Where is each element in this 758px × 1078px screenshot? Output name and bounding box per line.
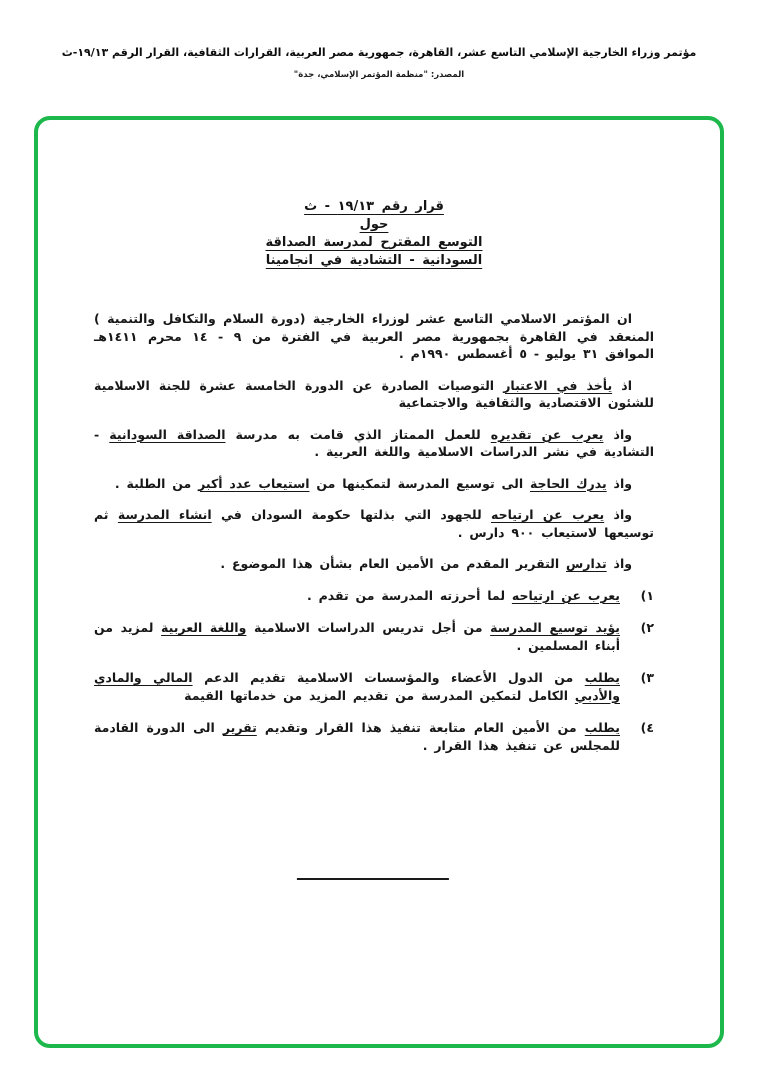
text-segment: من أجل تدريس الدراسات الاسلامية xyxy=(246,620,491,635)
underlined-phrase: استيعاب عدد أكبر xyxy=(198,475,310,491)
resolution-body xyxy=(94,310,654,754)
underlined-phrase: يعرب عن تقديره xyxy=(490,426,604,442)
text-segment: اذ xyxy=(612,377,632,393)
document-page xyxy=(38,120,720,1044)
operative-item xyxy=(94,587,654,605)
preamble xyxy=(94,310,654,573)
text-segment: - التشادية في نشر الدراسات الاسلامية واللغة العربية . xyxy=(94,426,654,459)
preamble-paragraph xyxy=(94,555,654,573)
text-segment: من الدول الأعضاء والمؤسسات الاسلامية تقديم الدعم xyxy=(192,670,585,685)
text-segment: للجهود التي بذلتها حكومة السودان في xyxy=(211,507,492,522)
header-citation-line: مؤتمر وزراء الخارجية الإسلامي التاسع عشر، القاهرة، جمهورية مصر العربية، القرارات الثقافية، القرار الرقم ١٩/١٣-ث xyxy=(61,46,697,59)
text-segment: لما أحرزته المدرسة من تقدم . xyxy=(306,587,512,603)
header-source-line: المصدر: "منظمة المؤتمر الإسلامي، جدة" xyxy=(293,70,465,80)
text-segment: من الأمين العام متابعة تنفيذ هذا القرار وتقديم xyxy=(256,720,585,735)
underlined-phrase: واللغة العربية xyxy=(161,620,247,635)
operative-items xyxy=(94,587,654,755)
text-segment: التوصيات الصادرة عن الدورة الخامسة عشرة للجنة الاسلامية للشئون الاقتصادية والثقافية والاجتماعية xyxy=(94,377,654,410)
underlined-phrase: يعرب عن ارتياحه xyxy=(511,587,620,603)
signature-line xyxy=(297,878,449,880)
item-number: ٣) xyxy=(640,670,654,685)
underlined-phrase: انشاء المدرسة xyxy=(117,507,212,522)
document-header xyxy=(30,46,728,80)
title-about-word: حول xyxy=(359,217,389,232)
underlined-phrase: تقرير xyxy=(222,720,257,735)
item-number: ٢) xyxy=(640,620,654,635)
underlined-phrase: الصداقة السودانية xyxy=(109,426,226,442)
operative-item xyxy=(94,619,654,654)
title-subject-line-1: التوسع المقترح لمدرسة الصداقة xyxy=(265,235,483,250)
operative-item xyxy=(94,669,654,704)
underlined-phrase: يؤيد توسيع المدرسة xyxy=(490,620,620,635)
text-segment: للعمل الممتاز الذي قامت به مدرسة xyxy=(225,426,491,442)
preamble-paragraph xyxy=(94,310,654,363)
underlined-phrase: يطلب xyxy=(584,670,620,685)
text-segment: الكامل لتمكين المدرسة من تقديم المزيد من خدماتها القيمة xyxy=(184,687,575,703)
underlined-phrase: يأخذ في الاعتبار xyxy=(503,377,613,393)
preamble-paragraph xyxy=(94,377,654,412)
item-text xyxy=(94,619,620,654)
item-text xyxy=(94,669,620,704)
preamble-paragraph xyxy=(94,475,654,493)
preamble-paragraph xyxy=(94,426,654,461)
item-text xyxy=(94,719,620,754)
document-frame xyxy=(34,116,724,1048)
underlined-phrase: يدرك الحاجة xyxy=(529,475,607,491)
text-segment: لمزيد من أبناء المسلمين . xyxy=(94,620,620,653)
resolution-title xyxy=(94,198,654,270)
text-segment: من الطلبة . xyxy=(114,475,199,491)
item-text xyxy=(94,587,620,605)
text-segment: واذ xyxy=(606,475,632,491)
item-number: ١) xyxy=(640,587,654,603)
underlined-phrase: تدارس xyxy=(566,556,607,571)
text-segment: التقرير المقدم من الأمين العام بشأن هذا الموضوع . xyxy=(220,556,567,571)
title-subject-line-2: السودانية - التشادية في انجامينا xyxy=(265,253,483,268)
text-segment: واذ xyxy=(603,426,633,442)
underlined-phrase: المالي والمادي والأدبي xyxy=(94,670,620,703)
resolution-number-line: قرار رقم ١٩/١٣ - ث xyxy=(304,199,444,214)
text-segment: الى توسيع المدرسة لتمكينها من xyxy=(309,475,530,491)
text-segment: ثم توسيعها لاستيعاب ٩٠٠ دارس . xyxy=(94,507,654,540)
text-segment: واذ xyxy=(604,507,632,522)
text-segment: ان المؤتمر الاسلامي التاسع عشر لوزراء الخارجية (دورة السلام والتكافل والتنمية ) المنعقد في القاهرة بجمهورية مصر العربية في الفترة من ٩ - ١٤ محرم ١٤١١هـ الموافق ٣١ يوليو - ٥ أغسطس ١٩٩٠م . xyxy=(94,311,654,361)
preamble-paragraph xyxy=(94,506,654,541)
underlined-phrase: يعرب عن ارتياحه xyxy=(491,507,605,522)
text-segment: الى الدورة القادمة للمجلس عن تنفيذ هذا القرار . xyxy=(94,720,620,753)
underlined-phrase: يطلب xyxy=(584,720,620,735)
operative-item xyxy=(94,719,654,754)
text-segment: واذ xyxy=(606,556,632,571)
item-number: ٤) xyxy=(640,720,654,735)
